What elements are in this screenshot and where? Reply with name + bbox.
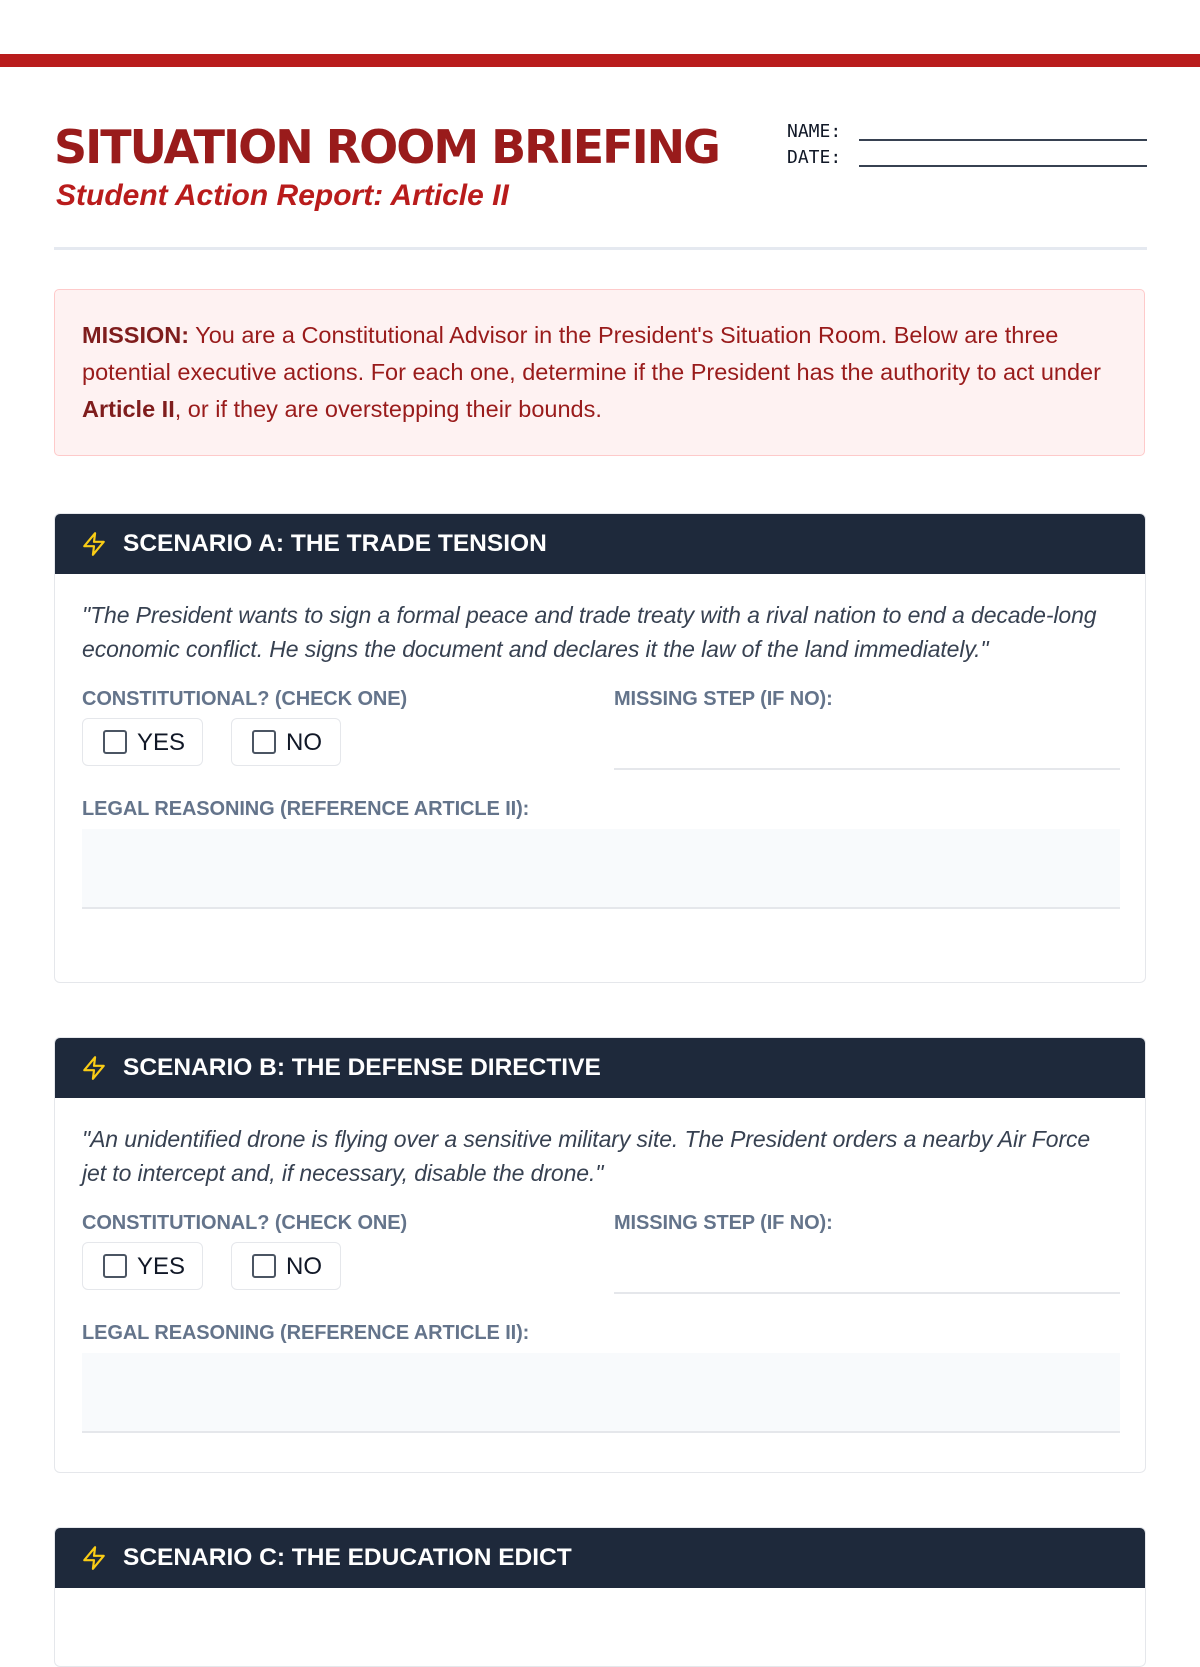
yes-label: YES [137, 1253, 186, 1280]
legal-reasoning-answer-box[interactable] [82, 1353, 1120, 1433]
mission-label: MISSION: [82, 322, 190, 348]
scenario-c-header [55, 1528, 1145, 1588]
lightning-bolt-icon [81, 1545, 107, 1571]
top-accent-bar [0, 54, 1200, 67]
missing-step-label: MISSING STEP (IF NO): [614, 688, 833, 710]
no-label: NO [286, 729, 322, 756]
yes-label: YES [137, 729, 186, 756]
missing-step-label: MISSING STEP (IF NO): [614, 1212, 833, 1234]
lightning-bolt-icon [81, 531, 107, 557]
missing-step-answer-line[interactable] [614, 768, 1120, 770]
mission-text-2: , or if they are overstepping their bounds. [174, 396, 602, 422]
legal-reasoning-answer-box[interactable] [82, 829, 1120, 909]
date-line[interactable] [859, 165, 1147, 167]
no-option[interactable] [231, 1242, 341, 1290]
date-label: DATE: [787, 147, 842, 168]
mission-text-1: You are a Constitutional Advisor in the President's Situation Room. Below are three potential executive actions. For each one, determine if the President has the authority to act under [82, 322, 1101, 385]
no-label: NO [286, 1253, 322, 1280]
constitutional-label: CONSTITUTIONAL? (CHECK ONE) [82, 688, 408, 710]
mission-article: Article II [82, 396, 175, 422]
mission-box [54, 289, 1145, 456]
scenario-a-title: SCENARIO A: THE TRADE TENSION [123, 530, 547, 557]
yes-checkbox[interactable] [103, 1254, 127, 1278]
yes-option[interactable] [82, 718, 203, 766]
yes-option[interactable] [82, 1242, 203, 1290]
name-label: NAME: [787, 121, 842, 142]
constitutional-label: CONSTITUTIONAL? (CHECK ONE) [82, 1212, 408, 1234]
no-option[interactable] [231, 718, 341, 766]
scenario-a-card [54, 513, 1146, 983]
page-title: SITUATION ROOM BRIEFING [54, 120, 719, 174]
name-line[interactable] [859, 139, 1147, 141]
scenario-b-header [55, 1038, 1145, 1098]
no-checkbox[interactable] [252, 730, 276, 754]
lightning-bolt-icon [81, 1055, 107, 1081]
scenario-b-title: SCENARIO B: THE DEFENSE DIRECTIVE [123, 1054, 601, 1081]
scenario-b-quote: "An unidentified drone is flying over a sensitive military site. The President orders a nearby Air Force jet to intercept and, if necessary, disable the drone." [82, 1126, 1091, 1186]
scenario-c-title: SCENARIO C: THE EDUCATION EDICT [123, 1544, 572, 1571]
page-subtitle: Student Action Report: Article II [56, 179, 509, 212]
worksheet-header [54, 112, 1147, 250]
scenario-a-header [55, 514, 1145, 574]
scenario-c-card [54, 1527, 1146, 1667]
name-field[interactable] [787, 119, 1147, 143]
yes-checkbox[interactable] [103, 730, 127, 754]
legal-reasoning-label: LEGAL REASONING (REFERENCE ARTICLE II): [82, 798, 530, 820]
scenario-b-card [54, 1037, 1146, 1473]
missing-step-answer-line[interactable] [614, 1292, 1120, 1294]
scenario-a-quote: "The President wants to sign a formal peace and trade treaty with a rival nation to end a decade-long economic conflict. He signs the document and declares it the law of the land immediately." [82, 602, 1097, 662]
no-checkbox[interactable] [252, 1254, 276, 1278]
date-field[interactable] [787, 145, 1147, 169]
legal-reasoning-label: LEGAL REASONING (REFERENCE ARTICLE II): [82, 1322, 530, 1344]
